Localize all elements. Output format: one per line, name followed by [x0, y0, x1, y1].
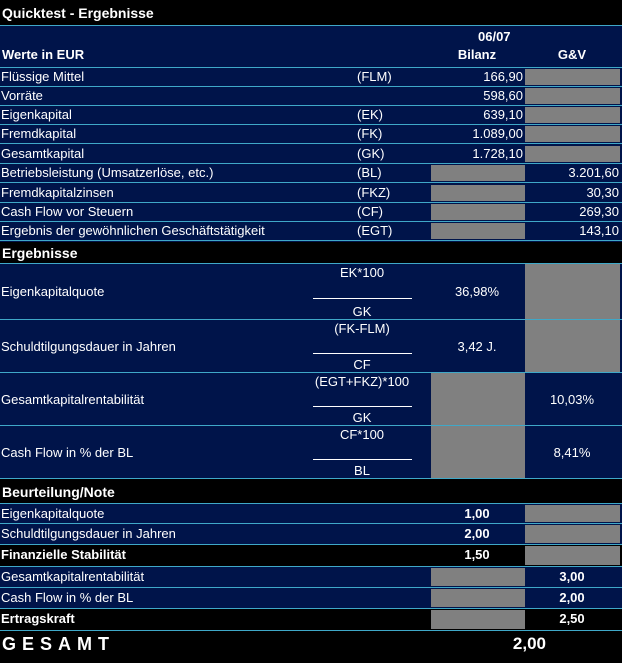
result-denominator: CF	[353, 357, 371, 372]
col-bilanz: Bilanz	[457, 47, 497, 62]
value-label: Cash Flow vor Steuern	[1, 204, 134, 219]
gray-cell	[525, 107, 620, 123]
grade-guv: 2,50	[559, 611, 585, 626]
value-row	[0, 145, 622, 164]
gray-cell	[525, 69, 620, 85]
gray-cell	[525, 126, 620, 142]
value-guv: 269,30	[579, 204, 619, 219]
value-bilanz: 598,60	[483, 88, 523, 103]
grade-row	[0, 609, 622, 631]
result-denominator: GK	[352, 410, 372, 425]
value-bilanz: 1.728,10	[472, 146, 523, 161]
value-row	[0, 164, 622, 183]
grade-row	[0, 524, 622, 545]
value-guv: 3.201,60	[568, 165, 619, 180]
col-guv: G&V	[557, 47, 587, 62]
value-abbr: (FK)	[357, 126, 383, 141]
grade-label: Gesamtkapitalrentabilität	[1, 569, 145, 584]
value-abbr: (CF)	[357, 204, 383, 219]
value-label: Flüssige Mittel	[1, 69, 85, 84]
value-label: Betriebsleistung (Umsatzerlöse, etc.)	[1, 165, 214, 180]
grade-row	[0, 545, 622, 567]
result-numerator: (FK-FLM)	[334, 321, 390, 336]
value-bilanz: 639,10	[483, 107, 523, 122]
grade-row	[0, 504, 622, 524]
value-label: Vorräte	[1, 88, 43, 103]
value-guv: 30,30	[586, 185, 619, 200]
value-row	[0, 222, 622, 241]
fraction-line	[313, 406, 412, 407]
value-abbr: (EK)	[357, 107, 383, 122]
results-title: Ergebnisse	[2, 245, 78, 261]
column-header	[0, 26, 622, 68]
result-row	[0, 373, 622, 426]
grade-row	[0, 588, 622, 609]
gray-cell	[431, 426, 525, 478]
result-bilanz: 36,98%	[454, 284, 500, 299]
period-label: 06/07	[478, 29, 511, 44]
gray-cell	[431, 165, 525, 181]
grade-bilanz: 1,50	[464, 547, 490, 562]
results-header	[0, 242, 622, 264]
gray-cell	[431, 589, 525, 607]
result-guv: 8,41%	[553, 445, 591, 460]
value-row	[0, 125, 622, 144]
grade-label: Ertragskraft	[1, 611, 75, 626]
result-label: Cash Flow in % der BL	[1, 445, 134, 460]
result-label: Schuldtilgungsdauer in Jahren	[1, 339, 176, 354]
value-label: Gesamtkapital	[1, 146, 85, 161]
value-abbr: (EGT)	[357, 223, 393, 238]
grade-label: Cash Flow in % der BL	[1, 590, 134, 605]
value-bilanz: 1.089,00	[472, 126, 523, 141]
result-guv: 10,03%	[549, 392, 595, 407]
gray-cell	[431, 185, 525, 201]
total-row	[0, 631, 622, 663]
fraction-line	[313, 459, 412, 460]
result-bilanz: 3,42 J.	[457, 339, 497, 354]
grade-row	[0, 567, 622, 588]
result-denominator: BL	[354, 463, 370, 478]
value-row	[0, 203, 622, 222]
value-abbr: (FLM)	[357, 69, 392, 84]
value-abbr: (GK)	[357, 146, 385, 161]
fraction-line	[313, 353, 412, 354]
result-row	[0, 426, 622, 479]
value-row	[0, 184, 622, 203]
value-guv: 143,10	[579, 223, 619, 238]
gray-cell	[525, 88, 620, 104]
value-bilanz: 166,90	[483, 69, 523, 84]
value-row	[0, 68, 622, 87]
total-label: GESAMT	[2, 634, 116, 654]
currency-label: Werte in EUR	[2, 47, 85, 62]
value-label: Fremdkapital	[1, 126, 77, 141]
grade-bilanz: 2,00	[464, 526, 490, 541]
gray-cell	[525, 546, 620, 565]
result-label: Gesamtkapitalrentabilität	[1, 392, 145, 407]
value-row	[0, 87, 622, 106]
grade-bilanz: 1,00	[464, 506, 490, 521]
result-numerator: (EGT+FKZ)*100	[314, 374, 410, 389]
value-abbr: (BL)	[357, 165, 382, 180]
grade-guv: 2,00	[559, 590, 585, 605]
grades-header	[0, 479, 622, 504]
result-numerator: EK*100	[339, 265, 385, 280]
grade-label: Eigenkapitalquote	[1, 506, 105, 521]
gray-cell	[525, 146, 620, 162]
value-label: Fremdkapitalzinsen	[1, 185, 114, 200]
gray-cell	[525, 525, 620, 543]
gray-cell	[431, 373, 525, 425]
gray-cell	[431, 204, 525, 220]
grades-title: Beurteilung/Note	[2, 484, 115, 500]
result-label: Eigenkapitalquote	[1, 284, 105, 299]
result-row	[0, 264, 622, 320]
grade-guv: 3,00	[559, 569, 585, 584]
gray-cell	[525, 320, 620, 372]
gray-cell	[431, 223, 525, 239]
result-row	[0, 320, 622, 373]
gray-cell	[525, 505, 620, 522]
gray-cell	[431, 610, 525, 629]
fraction-line	[313, 298, 412, 299]
value-row	[0, 106, 622, 125]
grade-label: Schuldtilgungsdauer in Jahren	[1, 526, 176, 541]
grade-label: Finanzielle Stabilität	[1, 547, 126, 562]
value-label: Ergebnis der gewöhnlichen Geschäftstätigkeit	[1, 223, 265, 238]
result-denominator: GK	[352, 304, 372, 319]
result-numerator: CF*100	[339, 427, 385, 442]
value-abbr: (FKZ)	[357, 185, 391, 200]
gray-cell	[525, 264, 620, 319]
value-label: Eigenkapital	[1, 107, 72, 122]
gray-cell	[431, 568, 525, 586]
title-row	[0, 0, 622, 26]
page-title: Quicktest - Ergebnisse	[2, 5, 154, 21]
total-value: 2,00	[512, 634, 546, 653]
